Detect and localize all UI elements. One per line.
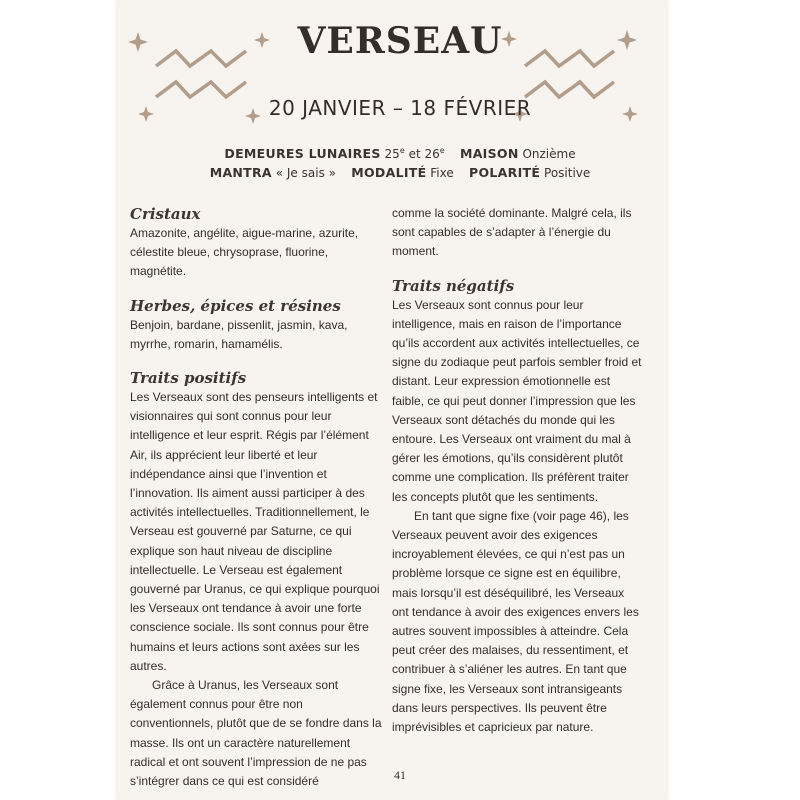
mantra-value: « Je sais » <box>275 166 336 180</box>
spacer <box>130 354 386 368</box>
meta-line-2 <box>0 165 800 180</box>
positive-traits-paragraph-1: Les Verseaux sont des penseurs intelligents et visionnaires qui sont connus pour leur intelligence et leur esprit. Régis par l’élément Air, ils apprécient leur liberté et leur indépendance ainsi que l’invention et l’innovation. Ils aiment aussi participer à des activités intellectuelles. Traditionnellement, le Verseau est gouverné par Saturne, ce qui explique son haut niveau de discipline intellectuelle. Le Verseau est également gouverné par Uranus, ce qui explique pourquoi les Verseaux ont tendance à avoir une forte conscience sociale. Ils sont connus pour être humains et leurs actions sont axées sur les autres. <box>130 390 380 673</box>
lunar-a: 25 <box>384 147 400 161</box>
positive-traits-heading: Traits positifs <box>130 369 247 388</box>
continued-text: comme la société dominante. Malgré cela, ils sont capables de s’adapter à l’énergie du moment. <box>392 206 632 259</box>
modality-label: MODALITÉ <box>351 165 427 180</box>
herbs-text: Benjoin, bardane, pissenlit, jasmin, kava, myrrhe, romarin, hamamélis. <box>130 317 348 351</box>
lunar-label: DEMEURES LUNAIRES <box>224 146 381 161</box>
modality-value: Fixe <box>430 166 454 180</box>
lunar-and: et <box>408 147 421 161</box>
negative-traits-paragraph-1: Les Verseaux sont connus pour leur intelligence, mais en raison de l’importance qu’ils accordent aux activités intellectuelles, ce signe du zodiaque peut parfois sembler froid et distant. Leur expression émotionnelle est faible, ce qui peut donner l’impression que les Verseaux sont détachés du monde qui les entoure. Les Verseaux ont vraiment du mal à gérer les émotions, qu’ils considèrent plutôt comme une complication. Ils préfèrent traiter les concepts plutôt que les sentiments. <box>392 297 642 504</box>
house-value: Onzième <box>522 147 576 161</box>
negative-traits-heading: Traits négatifs <box>392 276 515 295</box>
sign-dates: 20 JANVIER – 18 FÉVRIER <box>268 96 532 120</box>
aquarius-wave-icon <box>156 82 246 97</box>
left-column <box>130 204 386 791</box>
positive-traits-paragraph-2: Grâce à Uranus, les Verseaux sont également connus pour être non conventionnels, plutôt que de se fondre dans la masse. Ils ont un caractère naturellement radical et ont souvent l’impression de ne pas s’intégrer dans ce qui est considéré <box>130 678 382 789</box>
herbs-heading: Herbes, épices et résines <box>130 296 341 315</box>
spacer <box>392 262 644 276</box>
house-label: MAISON <box>459 146 519 161</box>
polarity-value: Positive <box>544 166 591 180</box>
sign-title: VERSEAU <box>297 20 503 62</box>
polarity-label: POLARITÉ <box>469 165 541 180</box>
lunar-a-sup: e <box>399 146 405 155</box>
page-number: 41 <box>394 768 406 782</box>
crystals-text: Amazonite, angélite, aigue-marine, azurite, célestite bleue, chrysoprase, fluorine, magnétite. <box>130 226 359 279</box>
lunar-b: 26 <box>424 147 440 161</box>
crystals-heading: Cristaux <box>130 205 201 223</box>
lunar-value <box>385 147 445 161</box>
aquarius-wave-icon <box>525 82 614 97</box>
negative-traits-paragraph-2: En tant que signe fixe (voir page 46), les Verseaux peuvent avoir des exigences incroyablement élevées, ce qui n’est pas un problème lorsque ce signe est en équilibre, mais lorsqu’il est déséquilibré, les Verseaux ont tendance à avoir des exigences envers les autres souvent impossibles à atteindre. Cela peut créer des malaises, du ressentiment, et contribuer à s’aliéner les autres. En tant que signe fixe, les Verseaux sont intransigeants dans leurs perspectives. Ils peuvent être imprévisibles et capricieux par nature. <box>392 508 639 735</box>
spacer <box>130 282 386 296</box>
meta-line-1 <box>0 146 800 161</box>
right-column <box>392 204 644 737</box>
lunar-b-sup: e <box>439 146 445 155</box>
mantra-label: MANTRA <box>209 165 272 180</box>
